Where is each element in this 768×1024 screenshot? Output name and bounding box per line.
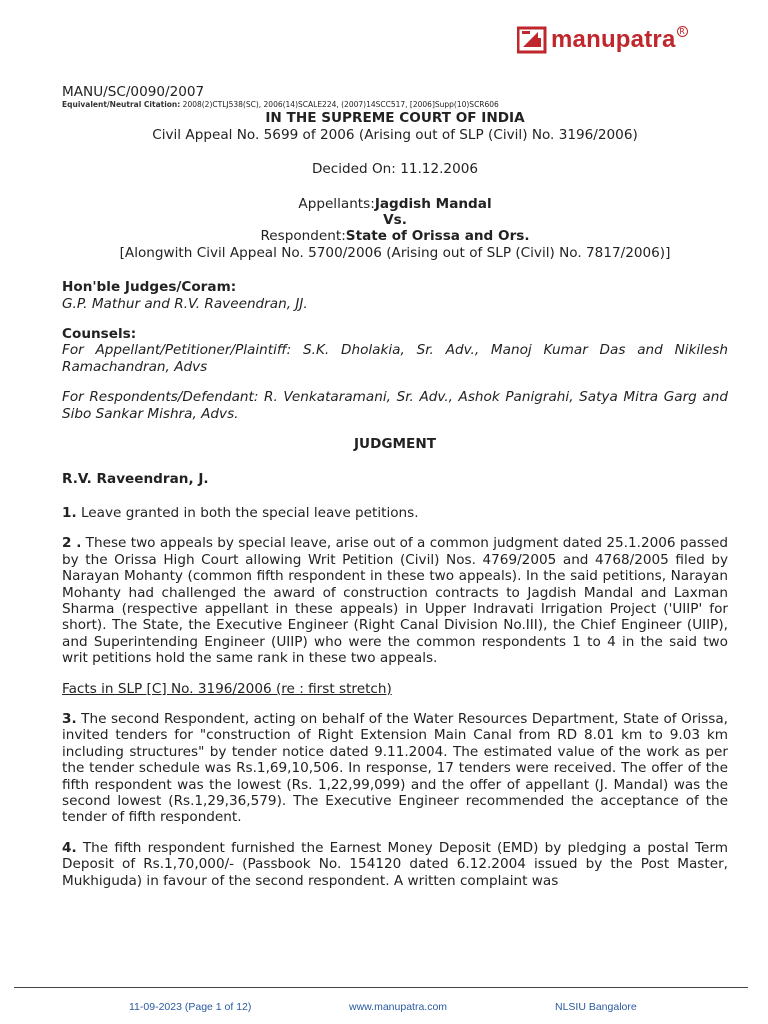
- equivalent-citation-label: Equivalent/Neutral Citation:: [62, 100, 181, 110]
- footer-website-link[interactable]: www.manupatra.com: [349, 1001, 448, 1013]
- manupatra-logo-icon: [517, 26, 547, 54]
- judges-heading: Hon'ble Judges/Coram:: [62, 279, 237, 296]
- judges-names: G.P. Mathur and R.V. Raveendran, JJ.: [62, 295, 308, 312]
- paragraph-text: The second Respondent, acting on behalf of the Water Resources Department, State of Orissa, invited tenders for "construction of Right Extension Main Canal from RD 8.01 km to 9.03 km including structures" by tender notice dated 9.11.2004. The estimated value of the work as per the tender schedule was Rs.1,69,10,506. In response, 17 tenders were received. The offer of the fifth respondent was the lowest (Rs. 1,22,99,099) and the offer of appellant (J. Mandal) was the second lowest (Rs.1,29,36,579). The Executive Engineer recommended the acceptance of the tender of fifth respondent.: [62, 710, 728, 826]
- respondent-line: [62, 228, 728, 244]
- footer-institution: NLSIU Bangalore: [555, 1001, 637, 1013]
- author-judge: R.V. Raveendran, J.: [62, 470, 209, 487]
- manupatra-logo: [517, 24, 709, 56]
- equivalent-citation-value: 2008(2)CTLJ538(SC), 2006(14)SCALE224, (2007)14SCC517, [2006]Supp(10)SCR606: [182, 100, 499, 110]
- paragraph-2: [62, 535, 728, 666]
- paragraph-1: [62, 505, 728, 521]
- appellants-label: Appellants:: [298, 195, 375, 212]
- judgment-document: [62, 84, 728, 889]
- respondent-label: Respondent:: [260, 228, 346, 245]
- counsels-heading: Counsels:: [62, 326, 137, 343]
- appellants-line: [62, 196, 728, 212]
- footer-date-page: 11-09-2023 (Page 1 of 12): [129, 1001, 252, 1013]
- paragraph-text: These two appeals by special leave, arise out of a common judgment dated 25.1.2006 passed by the Orissa High Court allowing Writ Petition (Civil) Nos. 4769/2005 and 4768/2005 filed by Narayan Mohanty (common fifth respondent in these two appeals). In the said petitions, Narayan Mohanty had challenged the award of construction contracts to Jagdish Mandal and Laxman Sharma (respective appellant in these appeals) in Upper Indravati Irrigation Project ('UIIP' for short). The State, the Executive Engineer (Right Canal Division No.III), the Chief Engineer (UIIP), and Superintending Engineer (UIIP) who were the common respondents 1 to 4 in the said two writ petitions hold the same rank in these two appeals.: [62, 535, 728, 667]
- citation-id: MANU/SC/0090/2007: [62, 84, 205, 100]
- facts-heading: Facts in SLP [C] No. 3196/2006 (re : first stretch): [62, 680, 392, 697]
- paragraph-text: The fifth respondent furnished the Earnest Money Deposit (EMD) by pledging a postal Term Deposit of Rs.1,70,000/- (Passbook No. 154120 dated 6.12.2004 issued by the Post Master, Mukhiguda) in favour of the second respondent. A written complaint was: [62, 839, 728, 889]
- paragraph-number: 4.: [62, 839, 77, 856]
- appellants-name: Jagdish Mandal: [374, 195, 492, 212]
- versus: Vs.: [383, 212, 407, 229]
- paragraph-number: 3.: [62, 710, 77, 727]
- footer-divider: [14, 987, 748, 988]
- registered-mark: R: [677, 26, 688, 37]
- brand-name: manupatra: [551, 26, 676, 53]
- paragraph-number: 2 .: [62, 535, 82, 552]
- paragraph-3: [62, 711, 728, 826]
- paragraph-text: Leave granted in both the special leave petitions.: [76, 504, 419, 521]
- equivalent-citation: [62, 100, 728, 110]
- counsel-appellant: For Appellant/Petitioner/Plaintiff: S.K. Dholakia, Sr. Adv., Manoj Kumar Das and Nikilesh Ramachandran, Advs: [62, 342, 728, 375]
- paragraph-number: 1.: [62, 504, 77, 521]
- court-name: IN THE SUPREME COURT OF INDIA: [265, 110, 525, 127]
- counsel-respondent: For Respondents/Defendant: R. Venkataramani, Sr. Adv., Ashok Panigrahi, Satya Mitra Garg and Sibo Sankar Mishra, Advs.: [62, 389, 728, 422]
- case-number: Civil Appeal No. 5699 of 2006 (Arising out of SLP (Civil) No. 3196/2006): [152, 126, 638, 143]
- paragraph-4: [62, 840, 728, 889]
- alongwith-appeal: [Alongwith Civil Appeal No. 5700/2006 (Arising out of SLP (Civil) No. 7817/2006)]: [119, 244, 671, 261]
- judgment-heading: JUDGMENT: [353, 436, 436, 453]
- decided-on: Decided On: 11.12.2006: [311, 161, 479, 178]
- respondent-name: State of Orissa and Ors.: [345, 228, 530, 245]
